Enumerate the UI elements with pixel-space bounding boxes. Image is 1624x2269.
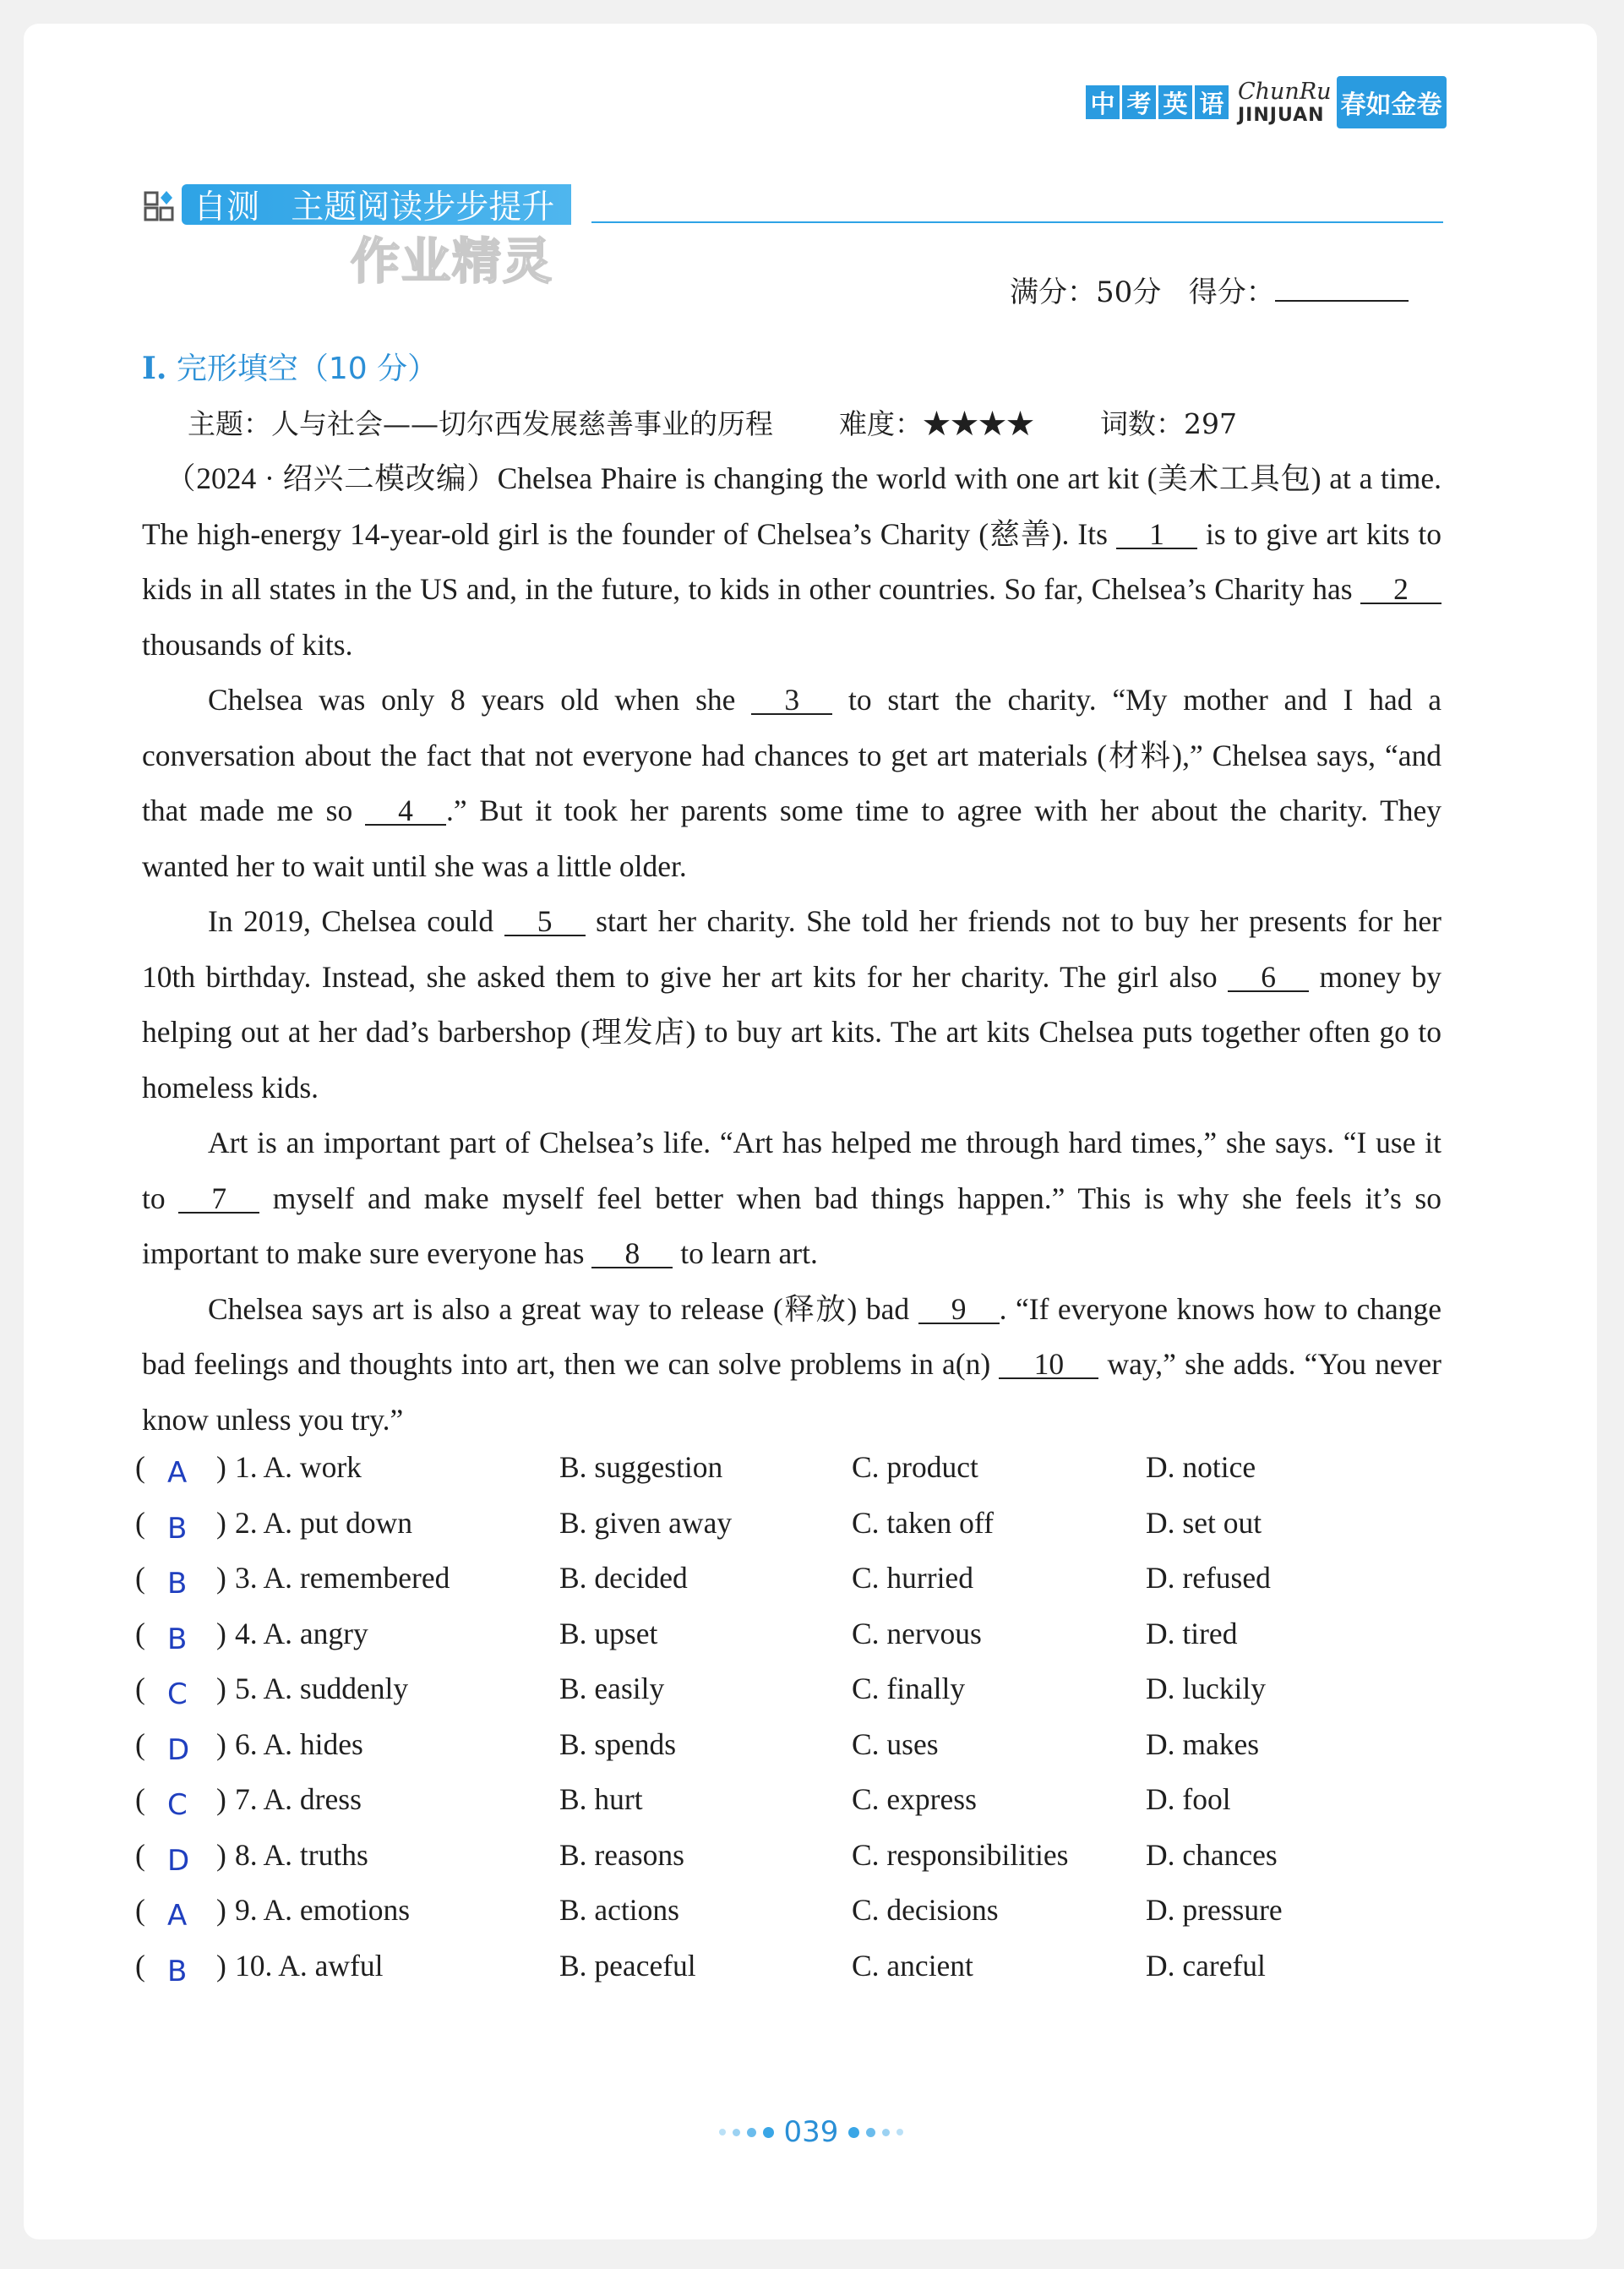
option-b[interactable]: B. peaceful (559, 1948, 696, 1983)
full-score: 满分：50分 (1010, 275, 1162, 309)
option-d[interactable]: D. fool (1146, 1782, 1231, 1816)
option-a[interactable]: 10. A. awful (235, 1948, 384, 1983)
answer-mark[interactable]: D (167, 1843, 190, 1878)
difficulty: 难度：★★★★ (839, 407, 1034, 440)
question-row: ( B ) 10. A. awful B. peaceful C. ancient D. careful (135, 1948, 1266, 1988)
option-d[interactable]: D. notice (1146, 1450, 1256, 1484)
word-count: 词数：297 (1100, 407, 1237, 440)
paragraph: In 2019, Chelsea could 5 start her charity. She told her friends not to buy her presents for her 10th birthday. Instead, she asked them to give her art kits for her charity. The girl also 6 money by helping out at her dad’s barbershop (理发店) to buy art kits. The art kits Chelsea puts together often go to homeless kids. (142, 904, 1442, 1105)
option-d[interactable]: D. set out (1146, 1505, 1262, 1540)
option-d[interactable]: D. tired (1146, 1616, 1238, 1650)
question-row: ( B ) 2. A. put down B. given away C. taken off D. set out (135, 1505, 1262, 1546)
option-c[interactable]: C. hurried (852, 1561, 973, 1595)
option-d[interactable]: D. careful (1146, 1948, 1266, 1983)
answer-mark[interactable]: A (167, 1456, 188, 1490)
section-name: 完形填空（10 分） (176, 352, 439, 386)
series-char: 中 (1086, 85, 1120, 119)
question-row: ( B ) 4. A. angry B. upset C. nervous D. tired (135, 1616, 1238, 1656)
option-c[interactable]: C. ancient (852, 1948, 973, 1983)
dot-decoration (763, 2127, 774, 2138)
paragraph: Chelsea says art is also a great way to release (释放) bad 9 . “If everyone knows how to change bad feelings and thoughts into art, then we can solve problems in a(n) 10 way,” she adds. “You never know unless you try.” (142, 1291, 1441, 1437)
passage-meta (188, 402, 1303, 442)
blank-10: 10 (999, 1350, 1098, 1379)
answer-mark[interactable]: A (167, 1899, 188, 1933)
option-a[interactable]: 2. A. put down (235, 1505, 413, 1540)
answer-mark[interactable]: D (167, 1732, 190, 1767)
option-b[interactable]: B. suggestion (559, 1450, 723, 1484)
series-char: 考 (1122, 85, 1156, 119)
option-c[interactable]: C. responsibilities (852, 1837, 1069, 1872)
page-number: 039 (783, 2115, 839, 2149)
brand-script: ChunRu (1238, 78, 1332, 105)
passage (142, 451, 1441, 1448)
option-c[interactable]: C. nervous (852, 1616, 982, 1650)
banner-label: 自测 (193, 188, 260, 226)
option-a[interactable]: 8. A. truths (235, 1837, 368, 1872)
option-a[interactable]: 6. A. hides (235, 1726, 363, 1761)
option-b[interactable]: B. easily (559, 1672, 665, 1705)
paragraph: Chelsea was only 8 years old when she 3 to start the charity. “My mother and I had a conversation about the fact that not everyone had chances to get art materials (材料),” Chelsea says, “and that made me so 4 .” But it took her parents some time to agree with her about the charity. They wanted her to wait until she was a little older. (142, 683, 1442, 883)
topic: 主题：人与社会——切尔西发展慈善事业的历程 (188, 407, 773, 440)
blank-4: 4 (365, 797, 446, 826)
brand-logo: 春如金卷 (1337, 76, 1447, 128)
answer-mark[interactable]: B (167, 1511, 188, 1546)
score-label: 得分： (1188, 275, 1275, 309)
option-c[interactable]: C. express (852, 1782, 977, 1816)
question-row: ( B ) 3. A. remembered B. decided C. hurried D. refused (135, 1561, 1271, 1601)
source-note: （2024 · 绍兴二模改编） (166, 461, 498, 495)
paragraph: Art is an important part of Chelsea’s life. “Art has helped me through hard times,” she says. “I use it to 7 myself and make myself feel better when bad things happen.” This is why she feels it’s so important to make sure everyone has 8 to learn art. (142, 1126, 1441, 1270)
blank-3: 3 (751, 686, 832, 715)
blank-1: 1 (1116, 521, 1197, 549)
blank-2: 2 (1360, 575, 1441, 604)
answer-mark[interactable]: B (167, 1622, 188, 1656)
dot-decoration (866, 2128, 875, 2137)
section-squares-icon (144, 189, 177, 223)
option-c[interactable]: C. decisions (852, 1893, 999, 1927)
option-d[interactable]: D. luckily (1146, 1672, 1266, 1705)
option-a[interactable]: 3. A. remembered (235, 1561, 450, 1595)
answer-mark[interactable]: C (167, 1677, 188, 1711)
dot-decoration (747, 2128, 756, 2137)
option-a[interactable]: 9. A. emotions (235, 1893, 411, 1927)
blank-9: 9 (918, 1295, 1000, 1324)
dot-decoration (882, 2129, 890, 2136)
series-char: 英 (1158, 85, 1192, 119)
option-d[interactable]: D. pressure (1146, 1893, 1283, 1927)
section-title (142, 345, 438, 388)
dot-decoration (848, 2127, 859, 2138)
paragraph: （2024 · 绍兴二模改编）Chelsea Phaire is changing the world with one art kit (美术工具包) at a time. The high-energy 14-year-old girl is the founder of Chelsea’s Charity (慈善). Its 1 is to give art kits to kids in all states in the US and, in the future, to kids in other countries. So far, Chelsea’s Charity has 2 thousands of kits. (142, 461, 1441, 662)
page-footer (676, 2113, 946, 2152)
option-b[interactable]: B. actions (559, 1893, 679, 1927)
option-d[interactable]: D. makes (1146, 1726, 1260, 1761)
question-row: ( A ) 1. A. work B. suggestion C. product D. notice (135, 1450, 1256, 1490)
question-row: ( D ) 8. A. truths B. reasons C. responsibilities D. chances (135, 1837, 1278, 1878)
blank-7: 7 (178, 1185, 259, 1214)
dot-decoration (896, 2129, 903, 2135)
brand-jinjuan: JINJUAN (1238, 104, 1325, 126)
question-row: ( A ) 9. A. emotions B. actions C. decisions D. pressure (135, 1893, 1283, 1933)
dot-decoration (733, 2129, 740, 2136)
option-b[interactable]: B. hurt (559, 1782, 643, 1816)
option-a[interactable]: 1. A. work (235, 1450, 362, 1484)
option-a[interactable]: 4. A. angry (235, 1616, 368, 1650)
option-c[interactable]: C. taken off (852, 1505, 994, 1540)
option-c[interactable]: C. uses (852, 1726, 939, 1761)
banner-rule (591, 221, 1443, 223)
option-a[interactable]: 5. A. suddenly (235, 1672, 409, 1705)
option-b[interactable]: B. upset (559, 1616, 658, 1650)
blank-6: 6 (1228, 963, 1309, 992)
question-row: ( C ) 5. A. suddenly B. easily C. finally D. luckily (135, 1672, 1266, 1711)
section-banner (182, 184, 571, 225)
banner-title: 主题阅读步步提升 (291, 188, 555, 226)
option-b[interactable]: B. spends (559, 1726, 677, 1761)
score-line (1010, 269, 1409, 310)
section-numeral: I. (142, 351, 167, 386)
series-char: 语 (1195, 85, 1229, 119)
series-brand (1086, 73, 1447, 132)
option-d[interactable]: D. refused (1146, 1561, 1271, 1595)
option-b[interactable]: B. given away (559, 1505, 733, 1540)
blank-8: 8 (591, 1240, 673, 1268)
option-d[interactable]: D. chances (1146, 1837, 1278, 1872)
brand-latin (1238, 80, 1332, 125)
option-b[interactable]: B. reasons (559, 1837, 684, 1872)
question-list (135, 1449, 1453, 2003)
option-c[interactable]: C. product (852, 1450, 978, 1484)
question-row: ( D ) 6. A. hides B. spends C. uses D. makes (135, 1726, 1260, 1767)
answer-mark[interactable]: C (167, 1788, 188, 1822)
dot-decoration (719, 2129, 726, 2135)
option-b[interactable]: B. decided (559, 1561, 688, 1595)
answer-mark[interactable]: B (167, 1954, 188, 1988)
question-row: ( C ) 7. A. dress B. hurt C. express D. fool (135, 1782, 1231, 1822)
blank-5: 5 (504, 908, 586, 936)
answer-mark[interactable]: B (167, 1567, 188, 1601)
option-a[interactable]: 7. A. dress (235, 1782, 362, 1816)
watermark: 作业精灵 (351, 232, 554, 290)
option-c[interactable]: C. finally (852, 1672, 966, 1705)
score-blank[interactable] (1275, 275, 1409, 302)
